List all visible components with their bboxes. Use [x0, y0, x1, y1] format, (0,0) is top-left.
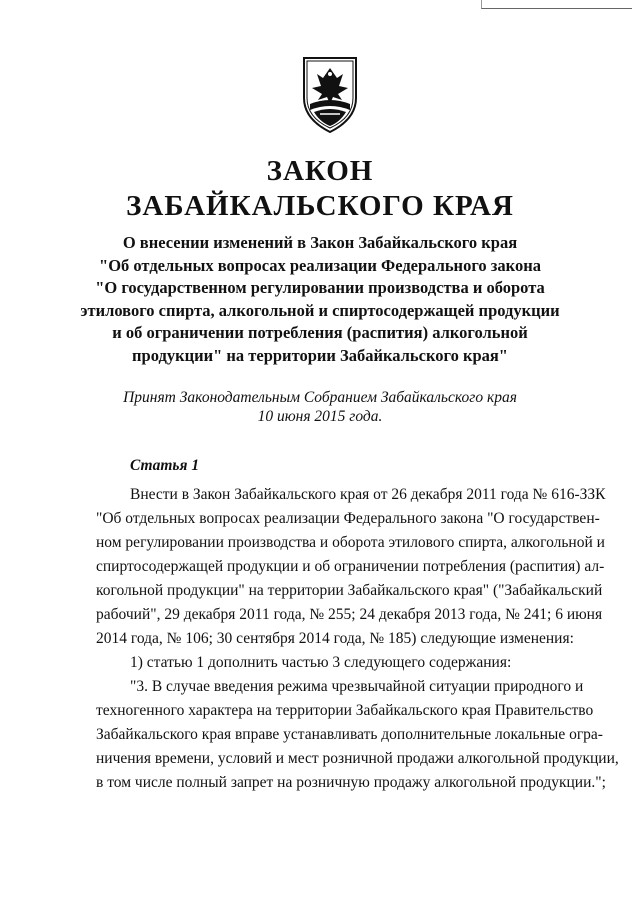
scan-corner-mark — [481, 0, 632, 9]
quote-line: "3. В случае введения режима чрезвычайной ситуации природного и — [130, 678, 584, 695]
list-item: 1) статью 1 дополнить частью 3 следующего содержания: — [130, 654, 512, 671]
adoption-line: Принят Законодательным Собранием Забайкальского края — [123, 389, 517, 406]
quote-line: в том числе полный запрет на розничную продажу алкогольной продукции."; — [96, 774, 606, 791]
paragraph-line: "Об отдельных вопросах реализации Федерального закона "О государствен- — [96, 510, 600, 527]
quote-line: ничения времени, условий и мест розничной продажи алкогольной продукции, — [96, 750, 619, 767]
law-title: ЗАКОН — [266, 155, 374, 187]
subject-line: этилового спирта, алкогольной и спиртосодержащей продукции — [80, 300, 560, 320]
subject-line: "Об отдельных вопросах реализации Федерального закона — [99, 255, 541, 275]
adoption-date: 10 июня 2015 года. — [257, 408, 383, 425]
quote-line: техногенного характера на территории Забайкальского края Правительство — [96, 702, 594, 719]
article-heading: Статья 1 — [130, 457, 200, 474]
paragraph-line: спиртосодержащей продукции и об ограничении потребления (распития) ал- — [96, 558, 605, 575]
paragraph-line: рабочий", 29 декабря 2011 года, № 255; 24 декабря 2013 года, № 241; 6 июня — [96, 606, 603, 623]
subject-line: продукции" на территории Забайкальского края" — [132, 345, 508, 365]
subject-line: "О государственном регулировании производства и оборота — [95, 278, 545, 297]
law-region-title: ЗАБАЙКАЛЬСКОГО КРАЯ — [126, 190, 514, 222]
paragraph-line: Внести в Закон Забайкальского края от 26 декабря 2011 года № 616-ЗЗК — [130, 486, 606, 503]
paragraph-line: 2014 года, № 106; 30 сентября 2014 года, № 185) следующие изменения: — [96, 630, 574, 647]
subject-line: О внесении изменений в Закон Забайкальского края — [122, 233, 518, 252]
coat-of-arms-icon — [300, 54, 360, 134]
law-subject — [70, 232, 570, 367]
paragraph-line: когольной продукции" на территории Забайкальского края" ("Забайкальский — [96, 582, 603, 599]
paragraph-line: ном регулировании производства и оборота этилового спирта, алкогольной и — [96, 534, 605, 551]
subject-line: и об ограничении потребления (распития) алкогольной — [112, 323, 528, 342]
article-body — [96, 483, 619, 795]
quote-line: Забайкальского края вправе устанавливать дополнительные локальные огра- — [96, 726, 603, 743]
adoption-note — [120, 388, 520, 426]
